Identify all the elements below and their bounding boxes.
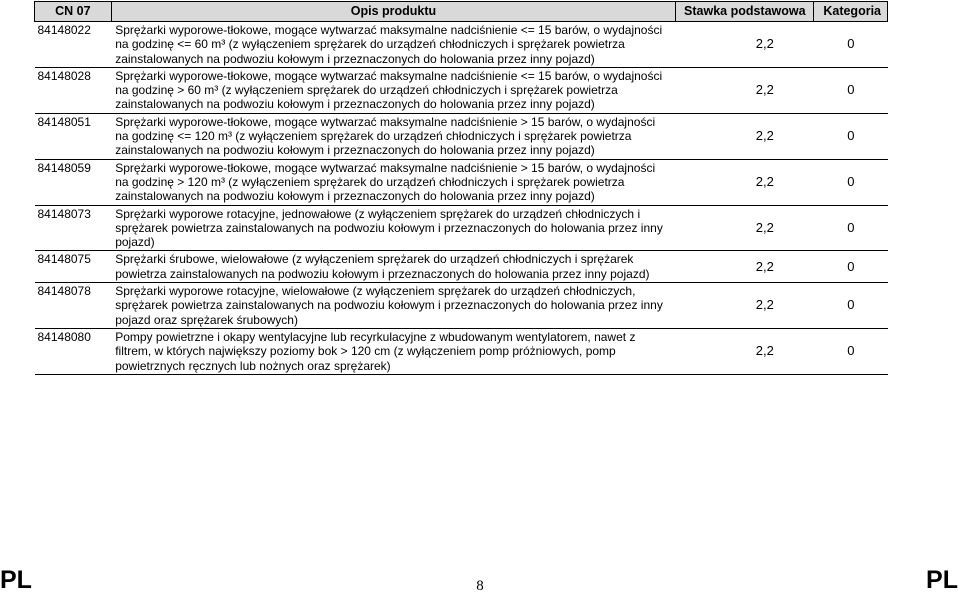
rate-cell: 2,2 <box>676 113 814 159</box>
category-cell: 0 <box>814 251 888 283</box>
footer-language-code-right: PL <box>926 566 958 594</box>
header-row <box>35 2 888 22</box>
rate-cell: 2,2 <box>676 328 814 374</box>
category-cell: 0 <box>814 113 888 159</box>
table-row <box>35 328 888 374</box>
category-cell: 0 <box>814 205 888 251</box>
tariff-table <box>34 1 888 375</box>
cn-code-cell: 84148078 <box>35 283 112 329</box>
rate-cell: 2,2 <box>676 159 814 205</box>
footer-language-code-left: PL <box>0 566 32 594</box>
description-cell: Sprężarki wyporowe rotacyjne, wielowałowe (z wyłączeniem sprężarek do urządzeń chłodniczych, sprężarek powietrza zainstalowanych na podwoziu kołowym i przeznaczonych do holowania przez inny pojazd oraz sprężarek śrubowych) <box>111 283 676 329</box>
cn-code-cell: 84148073 <box>35 205 112 251</box>
description-cell: Sprężarki wyporowe-tłokowe, mogące wytwarzać maksymalne nadciśnienie <= 15 barów, o wydajności na godzinę <= 60 m³ (z wyłączeniem sprężarek do urządzeń chłodniczych i sprężarek powietrza zainstalowanych na podwoziu kołowym i przeznaczonych do holowania przez inny pojazd) <box>111 22 676 68</box>
description-cell: Sprężarki wyporowe-tłokowe, mogące wytwarzać maksymalne nadciśnienie <= 15 barów, o wydajności na godzinę > 60 m³ (z wyłączeniem sprężarek do urządzeń chłodniczych i sprężarek powietrza zainstalowanych na podwoziu kołowym i przeznaczonych do holowania przez inny pojazd) <box>111 67 676 113</box>
header-cn-code: CN 07 <box>35 2 112 22</box>
description-cell: Pompy powietrzne i okapy wentylacyjne lub recyrkulacyjne z wbudowanym wentylatorem, nawet z filtrem, w których największy poziomy bok > 120 cm (z wyłączeniem pomp próżniowych, pomp powietrznych ręcznych lub nożnych oraz sprężarek) <box>111 328 676 374</box>
table-row <box>35 113 888 159</box>
header-description: Opis produktu <box>111 2 676 22</box>
table-row <box>35 159 888 205</box>
rate-cell: 2,2 <box>676 22 814 68</box>
description-cell: Sprężarki wyporowe rotacyjne, jednowałowe (z wyłączeniem sprężarek do urządzeń chłodniczych i sprężarek powietrza zainstalowanych na podwoziu kołowym i przeznaczonych do holowania przez inny pojazd) <box>111 205 676 251</box>
category-cell: 0 <box>814 22 888 68</box>
rate-cell: 2,2 <box>676 283 814 329</box>
header-base-rate: Stawka podstawowa <box>676 2 814 22</box>
table-row <box>35 22 888 68</box>
table-row <box>35 283 888 329</box>
description-cell: Sprężarki śrubowe, wielowałowe (z wyłączeniem sprężarek do urządzeń chłodniczych i sprężarek powietrza zainstalowanych na podwoziu kołowym i przeznaczonych do holowania przez inny pojazd) <box>111 251 676 283</box>
rate-cell: 2,2 <box>676 251 814 283</box>
category-cell: 0 <box>814 159 888 205</box>
page-number: 8 <box>476 578 484 594</box>
description-cell: Sprężarki wyporowe-tłokowe, mogące wytwarzać maksymalne nadciśnienie > 15 barów, o wydajności na godzinę > 120 m³ (z wyłączeniem sprężarek do urządzeń chłodniczych i sprężarek powietrza zainstalowanych na podwoziu kołowym i przeznaczonych do holowania przez inny pojazd) <box>111 159 676 205</box>
cn-code-cell: 84148022 <box>35 22 112 68</box>
rate-cell: 2,2 <box>676 67 814 113</box>
cn-code-cell: 84148028 <box>35 67 112 113</box>
category-cell: 0 <box>814 67 888 113</box>
category-cell: 0 <box>814 328 888 374</box>
cn-code-cell: 84148080 <box>35 328 112 374</box>
description-cell: Sprężarki wyporowe-tłokowe, mogące wytwarzać maksymalne nadciśnienie > 15 barów, o wydajności na godzinę <= 120 m³ (z wyłączeniem sprężarek do urządzeń chłodniczych i sprężarek powietrza zainstalowanych na podwoziu kołowym i przeznaczonych do holowania przez inny pojazd) <box>111 113 676 159</box>
table-row <box>35 251 888 283</box>
header-category: Kategoria <box>814 2 888 22</box>
cn-code-cell: 84148059 <box>35 159 112 205</box>
cn-code-cell: 84148051 <box>35 113 112 159</box>
category-cell: 0 <box>814 283 888 329</box>
rate-cell: 2,2 <box>676 205 814 251</box>
table-row <box>35 67 888 113</box>
cn-code-cell: 84148075 <box>35 251 112 283</box>
table-row <box>35 205 888 251</box>
